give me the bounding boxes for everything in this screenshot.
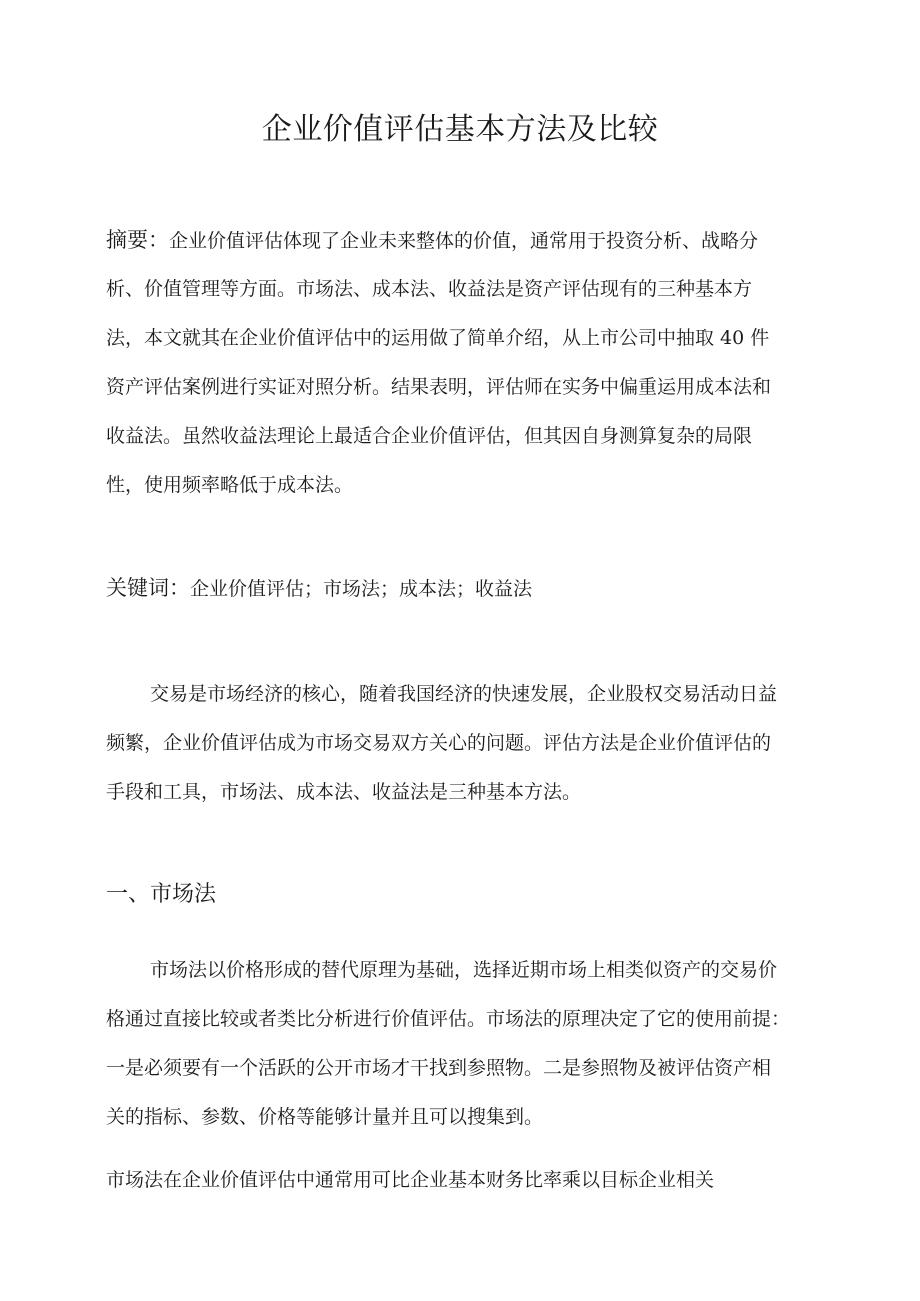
paragraph-line: 交易是市场经济的核心，随着我国经济的快速发展，企业股权交易活动日益 bbox=[150, 683, 778, 705]
abstract-line: 资产评估案例进行实证对照分析。结果表明，评估师在实务中偏重运用成本法和 bbox=[106, 376, 772, 398]
paragraph-line: 关的指标、参数、价格等能够计量并且可以搜集到。 bbox=[106, 1106, 544, 1128]
keywords-text: 企业价值评估；市场法；成本法；收益法 bbox=[190, 578, 533, 600]
intro-paragraph bbox=[106, 670, 818, 817]
keywords-line bbox=[106, 564, 818, 613]
paragraph-line: 频繁，企业价值评估成为市场交易双方关心的问题。评估方法是企业价值评估的 bbox=[106, 732, 772, 754]
paragraph-line: 手段和工具，市场法、成本法、收益法是三种基本方法。 bbox=[106, 781, 582, 803]
paragraph-line: 一是必须要有一个活跃的公开市场才干找到参照物。二是参照物及被评估资产相 bbox=[106, 1057, 772, 1079]
paragraph-line: 市场法在企业价值评估中通常用可比企业基本财务比率乘以目标企业相关 bbox=[106, 1169, 715, 1191]
abstract-line: 性，使用频率略低于成本法。 bbox=[106, 474, 354, 496]
paragraph-line: 格通过直接比较或者类比分析进行价值评估。市场法的原理决定了它的使用前提： bbox=[106, 1008, 791, 1030]
market-paragraph bbox=[106, 946, 818, 1142]
abstract-line: 收益法。虽然收益法理论上最适合企业价值评估，但其因自身测算复杂的局限 bbox=[106, 425, 753, 447]
keywords-section bbox=[106, 564, 818, 613]
abstract-line: 析、价值管理等方面。市场法、成本法、收益法是资产评估现有的三种基本方 bbox=[106, 278, 753, 300]
abstract-section bbox=[106, 216, 818, 510]
document-title: 企业价值评估基本方法及比较 bbox=[261, 112, 659, 147]
abstract-line: 摘要：企业价值评估体现了企业未来整体的价值，通常用于投资分析、战略分 bbox=[106, 228, 759, 252]
keywords-label: 关键词： bbox=[106, 576, 190, 600]
section-heading-market: 一、市场法 bbox=[106, 882, 217, 907]
paragraph-line: 市场法以价格形成的替代原理为基础，选择近期市场上相类似资产的交易价 bbox=[150, 959, 778, 981]
abstract-label: 摘要： bbox=[106, 228, 169, 252]
abstract-line: 法，本文就其在企业价值评估中的运用做了简单介绍，从上市公司中抽取 40 件 bbox=[106, 327, 770, 349]
market-paragraph-2 bbox=[106, 1156, 818, 1205]
